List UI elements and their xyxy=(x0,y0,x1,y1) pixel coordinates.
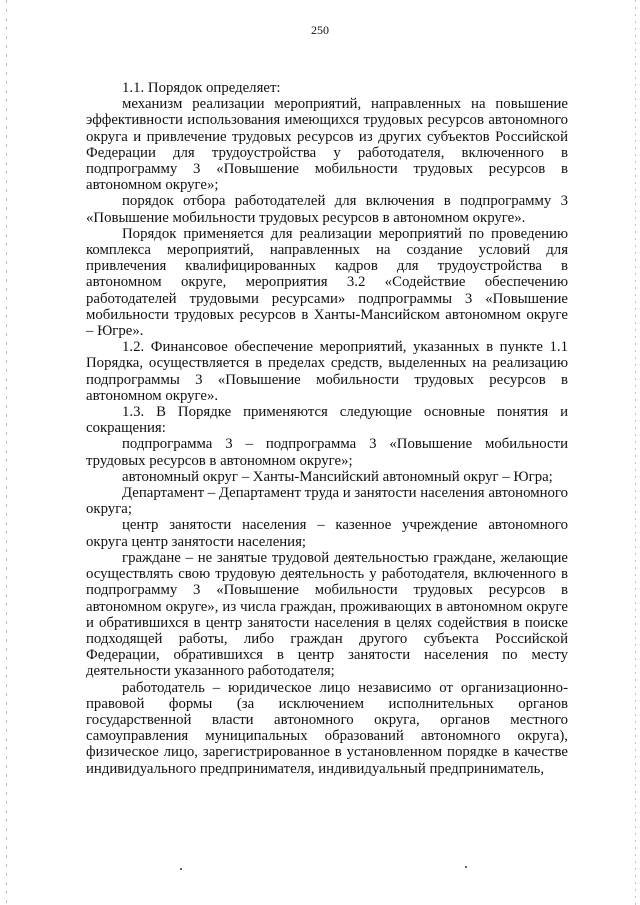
paragraph-1-2-financing: 1.2. Финансовое обеспечение мероприятий, указанных в пункте 1.1 Порядка, осуществляется в пределах средств, выделенных на реализацию подпрограммы 3 «Повышение мобильности трудовых ресурсов в автономном округе». xyxy=(86,339,568,404)
definition-citizens: граждане – не занятые трудовой деятельностью граждане, желающие осуществлять свою трудовую деятельность у работодателя, включенного в подпрограмму 3 «Повышение мобильности трудовых ресурсов в автономном округе», из числа граждан, проживающих в автономном округе и обратившихся в центр занятости населения в целях содействия в поиске подходящей работы, либо граждан другого субъекта Российской Федерации, обратившихся в центр занятости населения по месту деятельности указанного работодателя; xyxy=(86,549,568,680)
scan-edge-left xyxy=(6,0,7,905)
scan-speck xyxy=(465,866,467,868)
paragraph-1-3-definitions: 1.3. В Порядке применяются следующие основные понятия и сокращения: xyxy=(86,404,568,437)
paragraph-1-1-heading: 1.1. Порядок определяет: xyxy=(122,80,281,96)
page-number: 250 xyxy=(311,23,329,37)
scan-edge-right xyxy=(635,0,636,905)
paragraph-application: Порядок применяется для реализации мероприятий по проведению комплекса мероприятий, направленных на создание условий для привлечения квалифицированных кадров для трудоустройства в автономном округе, мероприятия 3.2 «Содействие обеспечению работодателей трудовыми ресурсами» подпрограммы 3 «Повышение мобильности трудовых ресурсов в Ханты-Мансийском автономном округе – Югре». xyxy=(86,225,568,340)
paragraph-mechanism: механизм реализации мероприятий, направленных на повышение эффективности использования имеющихся трудовых ресурсов автономного округа и привлечение трудовых ресурсов из других субъектов Российской Федерации для трудоустройства у работодателя, включенного в подпрограмму 3 «Повышение мобильности трудовых ресурсов в автономном округе»; xyxy=(86,96,568,194)
definition-autonomous-okrug: автономный округ – Ханты-Мансийский автономный округ – Югра; xyxy=(122,468,553,485)
definition-subprogram: подпрограмма 3 – подпрограмма 3 «Повышение мобильности трудовых ресурсов в автономном округе»; xyxy=(86,436,568,469)
document-body xyxy=(86,80,568,777)
definition-department: Департамент – Департамент труда и занятости населения автономного округа; xyxy=(86,485,568,518)
scan-speck xyxy=(180,868,182,870)
paragraph-selection-order: порядок отбора работодателей для включения в подпрограмму 3 «Повышение мобильности трудовых ресурсов в автономном округе». xyxy=(86,193,568,226)
definition-employment-center: центр занятости населения – казенное учреждение автономного округа центр занятости населения; xyxy=(86,517,568,550)
definition-employer: работодатель – юридическое лицо независимо от организационно-правовой формы (за исключением исполнительных органов государственной власти автономного округа, органов местного самоуправления муниципальных образований автономного округа), физическое лицо, зарегистрированное в установленном порядке в качестве индивидуального предпринимателя, индивидуальный предприниматель, xyxy=(86,679,568,777)
